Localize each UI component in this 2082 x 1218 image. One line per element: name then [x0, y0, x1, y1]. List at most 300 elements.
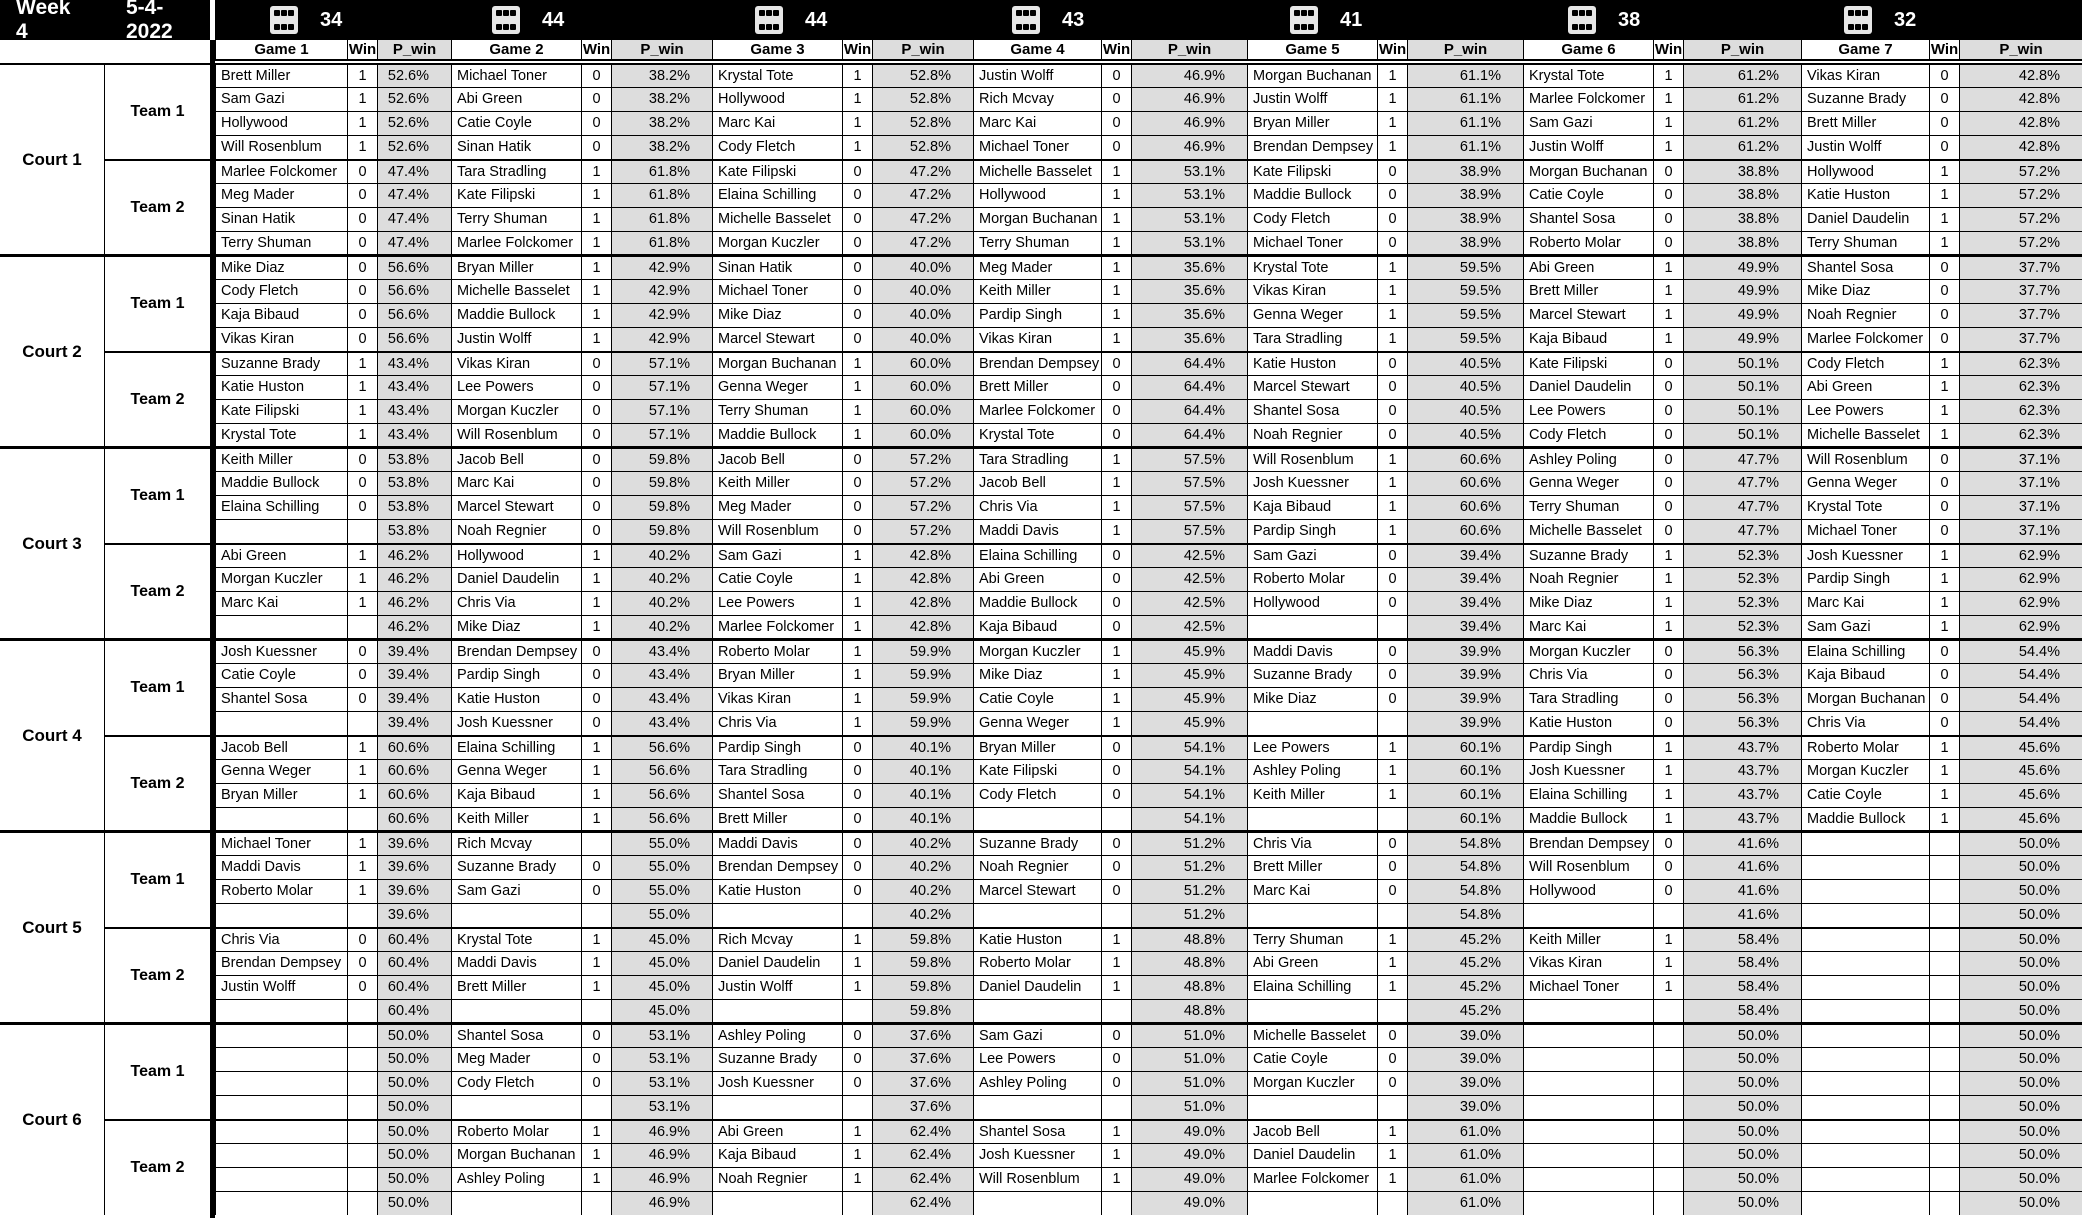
win-cell: 1 [581, 615, 611, 639]
player-name-cell: Maddie Bullock [1247, 183, 1377, 207]
win-cell: 1 [1377, 1167, 1407, 1191]
p-win-cell: 47.7% [1683, 495, 1801, 519]
player-name-cell [973, 999, 1101, 1023]
player-name-cell: Krystal Tote [215, 423, 347, 447]
team-label: Team 1 [104, 831, 210, 927]
player-name-cell: Ashley Poling [712, 1023, 842, 1047]
win-cell: 1 [1377, 255, 1407, 279]
win-cell: 1 [1101, 663, 1131, 687]
p-win-cell: 52.3% [1683, 567, 1801, 591]
p-win-cell: 59.8% [872, 927, 973, 951]
player-name-cell [215, 1119, 347, 1143]
p-win-cell: 52.8% [872, 87, 973, 111]
p-win-cell: 62.3% [1959, 375, 2082, 399]
win-cell: 0 [1377, 183, 1407, 207]
win-cell [1653, 1143, 1683, 1167]
win-cell [347, 1023, 377, 1047]
win-cell: 1 [1377, 135, 1407, 159]
p-win-cell: 59.9% [872, 711, 973, 735]
win-cell [581, 1191, 611, 1215]
p-win-cell: 41.6% [1683, 831, 1801, 855]
win-cell: 1 [1377, 783, 1407, 807]
score-block [492, 0, 564, 40]
player-name-cell [1801, 951, 1929, 975]
player-name-cell: Morgan Buchanan [451, 1143, 581, 1167]
p-win-cell: 43.7% [1683, 783, 1801, 807]
win-cell: 0 [581, 399, 611, 423]
p-win-cell: 40.0% [872, 303, 973, 327]
win-cell: 1 [1101, 1119, 1131, 1143]
win-cell: 0 [347, 951, 377, 975]
player-name-cell: Michael Toner [215, 831, 347, 855]
win-cell [1653, 1119, 1683, 1143]
p-win-cell: 60.0% [872, 423, 973, 447]
p-win-cell: 59.5% [1407, 303, 1523, 327]
player-name-cell: Hollywood [1247, 591, 1377, 615]
win-cell: 1 [842, 423, 872, 447]
win-header: Win [347, 40, 377, 61]
player-name-cell: Cody Fletch [451, 1071, 581, 1095]
dice-icon [270, 6, 298, 34]
win-cell: 1 [1101, 519, 1131, 543]
win-cell: 0 [1101, 855, 1131, 879]
win-cell: 0 [1653, 495, 1683, 519]
p-win-cell: 41.6% [1683, 879, 1801, 903]
p-win-cell: 47.4% [377, 183, 451, 207]
win-cell: 0 [581, 639, 611, 663]
player-name-cell: Hollywood [1523, 879, 1653, 903]
player-name-cell: Hollywood [1801, 159, 1929, 183]
win-cell: 0 [1101, 135, 1131, 159]
win-cell: 0 [1929, 111, 1959, 135]
player-name-cell: Daniel Daudelin [712, 951, 842, 975]
player-name-cell: Keith Miller [712, 471, 842, 495]
win-cell [347, 1095, 377, 1119]
player-name-cell: Tara Stradling [1523, 687, 1653, 711]
player-name-cell: Catie Coyle [1247, 1047, 1377, 1071]
win-header: Win [842, 40, 872, 61]
player-name-cell: Abi Green [215, 543, 347, 567]
win-cell: 1 [581, 543, 611, 567]
p-win-cell: 45.2% [1407, 951, 1523, 975]
win-cell: 0 [1653, 663, 1683, 687]
win-cell: 1 [347, 543, 377, 567]
player-name-cell: Noah Regnier [451, 519, 581, 543]
win-cell [1929, 903, 1959, 927]
p-win-cell: 62.3% [1959, 351, 2082, 375]
p-win-cell: 61.8% [611, 183, 712, 207]
win-cell: 0 [1101, 111, 1131, 135]
player-name-cell: Pardip Singh [1801, 567, 1929, 591]
p-win-cell: 39.4% [1407, 567, 1523, 591]
player-name-cell: Marlee Folckomer [215, 159, 347, 183]
win-cell: 0 [581, 687, 611, 711]
win-cell: 0 [1929, 63, 1959, 87]
player-name-cell: Kaja Bibaud [1523, 327, 1653, 351]
p-win-cell: 49.0% [1131, 1167, 1247, 1191]
win-cell: 0 [1929, 495, 1959, 519]
team-label: Team 1 [104, 447, 210, 543]
win-cell [1929, 951, 1959, 975]
p-win-cell: 38.2% [611, 135, 712, 159]
p-win-cell: 50.1% [1683, 351, 1801, 375]
win-cell: 0 [347, 183, 377, 207]
p-win-cell: 56.6% [611, 735, 712, 759]
player-name-cell [1801, 855, 1929, 879]
player-name-cell: Keith Miller [215, 447, 347, 471]
win-cell [347, 1071, 377, 1095]
player-name-cell: Morgan Buchanan [973, 207, 1101, 231]
win-cell [842, 903, 872, 927]
p-win-cell: 43.4% [611, 663, 712, 687]
p-win-cell: 39.9% [1407, 711, 1523, 735]
p-win-cell: 39.6% [377, 831, 451, 855]
win-cell: 1 [1929, 351, 1959, 375]
win-cell [1377, 807, 1407, 831]
p-win-cell: 43.7% [1683, 735, 1801, 759]
player-name-cell: Mike Diaz [451, 615, 581, 639]
win-cell [347, 1167, 377, 1191]
game-header: Game 6 [1523, 40, 1653, 61]
player-name-cell: Hollywood [451, 543, 581, 567]
player-name-cell [1801, 1191, 1929, 1215]
player-name-cell [1801, 1119, 1929, 1143]
win-cell: 1 [581, 1167, 611, 1191]
win-cell [1101, 1095, 1131, 1119]
p-win-cell: 42.8% [872, 591, 973, 615]
p-win-cell: 37.7% [1959, 327, 2082, 351]
player-name-cell: Keith Miller [973, 279, 1101, 303]
player-name-cell: Terry Shuman [215, 231, 347, 255]
win-cell: 0 [842, 495, 872, 519]
p-win-cell: 62.9% [1959, 591, 2082, 615]
player-name-cell: Marc Kai [712, 111, 842, 135]
win-cell [842, 999, 872, 1023]
win-cell: 1 [1929, 615, 1959, 639]
player-name-cell [712, 903, 842, 927]
win-cell: 1 [842, 1119, 872, 1143]
win-cell: 1 [347, 375, 377, 399]
win-cell: 0 [1377, 207, 1407, 231]
player-name-cell [1801, 1167, 1929, 1191]
win-cell: 0 [842, 207, 872, 231]
p-win-cell: 43.4% [377, 351, 451, 375]
win-cell [581, 999, 611, 1023]
p-win-cell: 45.9% [1131, 687, 1247, 711]
p-win-cell: 54.4% [1959, 639, 2082, 663]
player-name-cell: Terry Shuman [1523, 495, 1653, 519]
win-cell: 0 [1377, 567, 1407, 591]
p-win-cell: 50.0% [377, 1071, 451, 1095]
win-cell: 1 [842, 591, 872, 615]
p-win-cell: 50.0% [377, 1167, 451, 1191]
player-name-cell: Brendan Dempsey [1247, 135, 1377, 159]
win-cell: 0 [1653, 447, 1683, 471]
week-label: Week 4 [16, 0, 71, 43]
player-name-cell: Genna Weger [973, 711, 1101, 735]
player-name-cell: Josh Kuessner [215, 639, 347, 663]
win-cell: 0 [1377, 231, 1407, 255]
win-cell: 1 [842, 711, 872, 735]
win-cell [347, 615, 377, 639]
p-win-cell: 47.2% [872, 207, 973, 231]
win-cell: 0 [1653, 351, 1683, 375]
win-cell: 0 [1101, 567, 1131, 591]
win-cell: 0 [581, 471, 611, 495]
p-win-cell: 61.8% [611, 159, 712, 183]
player-name-cell [1247, 1095, 1377, 1119]
win-cell: 1 [1653, 255, 1683, 279]
win-cell [1377, 615, 1407, 639]
p-win-cell: 47.4% [377, 159, 451, 183]
win-cell: 1 [842, 687, 872, 711]
player-name-cell: Marlee Folckomer [1801, 327, 1929, 351]
win-cell: 1 [1653, 111, 1683, 135]
p-win-cell: 59.8% [611, 447, 712, 471]
win-cell: 0 [347, 447, 377, 471]
p-win-cell: 64.4% [1131, 375, 1247, 399]
player-name-cell: Sam Gazi [973, 1023, 1101, 1047]
p-win-cell: 57.5% [1131, 519, 1247, 543]
win-cell: 1 [1377, 1119, 1407, 1143]
player-name-cell [1801, 999, 1929, 1023]
game-header: Game 2 [451, 40, 581, 61]
court-label: Court 1 [0, 63, 104, 255]
p-win-cell: 42.5% [1131, 567, 1247, 591]
p-win-cell: 50.0% [1683, 1071, 1801, 1095]
win-cell: 1 [581, 927, 611, 951]
win-cell: 1 [1929, 231, 1959, 255]
game-header: Game 1 [215, 40, 347, 61]
score-block [1012, 0, 1084, 40]
win-cell: 0 [1101, 543, 1131, 567]
p-win-cell: 51.0% [1131, 1047, 1247, 1071]
win-cell: 1 [1653, 927, 1683, 951]
p-win-cell: 37.6% [872, 1023, 973, 1047]
player-name-cell: Elaina Schilling [973, 543, 1101, 567]
player-name-cell: Lee Powers [1247, 735, 1377, 759]
player-name-cell: Pardip Singh [973, 303, 1101, 327]
p-win-cell: 61.8% [611, 207, 712, 231]
player-name-cell: Marlee Folckomer [451, 231, 581, 255]
p-win-cell: 55.0% [611, 903, 712, 927]
p-win-cell: 59.8% [611, 495, 712, 519]
p-win-cell: 40.2% [611, 615, 712, 639]
p-win-cell: 54.1% [1131, 759, 1247, 783]
player-name-cell: Maddi Davis [451, 951, 581, 975]
win-cell: 0 [1101, 1023, 1131, 1047]
p-win-cell: 35.6% [1131, 255, 1247, 279]
p-win-cell: 46.9% [1131, 135, 1247, 159]
p-win-cell: 51.0% [1131, 1095, 1247, 1119]
p-win-cell: 45.2% [1407, 975, 1523, 999]
p-win-cell: 51.2% [1131, 831, 1247, 855]
win-cell: 1 [842, 951, 872, 975]
win-cell: 1 [1101, 1167, 1131, 1191]
player-name-cell [1801, 1095, 1929, 1119]
player-name-cell: Daniel Daudelin [973, 975, 1101, 999]
p-win-cell: 50.0% [1959, 1023, 2082, 1047]
team-label: Team 2 [104, 735, 210, 831]
win-cell: 0 [347, 663, 377, 687]
player-name-cell: Maddi Davis [973, 519, 1101, 543]
p-win-cell: 60.4% [377, 927, 451, 951]
player-name-cell: Keith Miller [451, 807, 581, 831]
win-cell: 0 [842, 303, 872, 327]
win-cell: 0 [842, 159, 872, 183]
p-win-cell: 50.1% [1683, 375, 1801, 399]
win-cell: 1 [842, 543, 872, 567]
player-name-cell: Mike Diaz [712, 303, 842, 327]
win-cell: 1 [842, 567, 872, 591]
player-name-cell: Suzanne Brady [1523, 543, 1653, 567]
win-cell: 0 [1929, 135, 1959, 159]
player-name-cell [1523, 1047, 1653, 1071]
player-name-cell: Maddie Bullock [973, 591, 1101, 615]
p-win-cell: 45.6% [1959, 735, 2082, 759]
player-name-cell: Morgan Kuczler [1247, 1071, 1377, 1095]
p-win-cell: 43.4% [377, 423, 451, 447]
p-win-cell: 50.0% [1959, 1119, 2082, 1143]
player-name-cell: Krystal Tote [712, 63, 842, 87]
p-win-cell: 50.0% [377, 1143, 451, 1167]
win-cell: 1 [1653, 567, 1683, 591]
p-win-cell: 40.5% [1407, 423, 1523, 447]
win-cell: 1 [1101, 279, 1131, 303]
player-name-cell [1247, 1191, 1377, 1215]
win-cell [1929, 1047, 1959, 1071]
player-name-cell: Josh Kuessner [1801, 543, 1929, 567]
player-name-cell: Vikas Kiran [973, 327, 1101, 351]
player-name-cell: Jacob Bell [1247, 1119, 1377, 1143]
p-win-cell: 58.4% [1683, 975, 1801, 999]
win-cell: 0 [1929, 447, 1959, 471]
p-win-cell: 59.8% [611, 519, 712, 543]
win-cell: 1 [842, 375, 872, 399]
player-name-cell: Vikas Kiran [1523, 951, 1653, 975]
win-cell: 0 [1101, 831, 1131, 855]
win-cell: 0 [1377, 375, 1407, 399]
player-name-cell: Marcel Stewart [1247, 375, 1377, 399]
player-name-cell [1801, 879, 1929, 903]
p-win-cell: 38.8% [1683, 231, 1801, 255]
p-win-cell: 46.2% [377, 543, 451, 567]
p-win-cell: 54.1% [1131, 807, 1247, 831]
player-name-cell: Marlee Folckomer [712, 615, 842, 639]
win-cell: 0 [581, 855, 611, 879]
player-name-cell: Morgan Kuczler [973, 639, 1101, 663]
win-cell: 1 [347, 759, 377, 783]
win-cell: 1 [1377, 975, 1407, 999]
player-name-cell: Chris Via [1247, 831, 1377, 855]
player-name-cell: Meg Mader [451, 1047, 581, 1071]
win-cell: 0 [842, 471, 872, 495]
win-cell: 0 [1929, 687, 1959, 711]
p-win-cell: 39.9% [1407, 663, 1523, 687]
player-name-cell: Cody Fletch [712, 135, 842, 159]
p-win-cell: 39.0% [1407, 1095, 1523, 1119]
player-name-cell: Abi Green [1523, 255, 1653, 279]
player-name-cell: Brendan Dempsey [1523, 831, 1653, 855]
p-win-cell: 59.8% [872, 951, 973, 975]
player-name-cell: Sam Gazi [1247, 543, 1377, 567]
win-cell: 1 [1377, 303, 1407, 327]
player-name-cell: Meg Mader [712, 495, 842, 519]
player-name-cell: Keith Miller [1523, 927, 1653, 951]
p-win-cell: 42.5% [1131, 543, 1247, 567]
player-name-cell: Shantel Sosa [1801, 255, 1929, 279]
p-win-cell: 38.9% [1407, 159, 1523, 183]
player-name-cell: Ashley Poling [451, 1167, 581, 1191]
win-cell: 1 [1101, 687, 1131, 711]
player-name-cell [215, 903, 347, 927]
win-cell: 1 [1653, 135, 1683, 159]
game-header: Game 5 [1247, 40, 1377, 61]
p-win-cell: 48.8% [1131, 975, 1247, 999]
p-win-header: P_win [1683, 40, 1801, 61]
p-win-cell: 53.8% [377, 519, 451, 543]
p-win-cell: 39.4% [1407, 591, 1523, 615]
win-cell: 0 [581, 447, 611, 471]
p-win-cell: 45.9% [1131, 663, 1247, 687]
game-score: 34 [320, 8, 343, 31]
win-cell: 0 [1101, 879, 1131, 903]
player-name-cell: Roberto Molar [451, 1119, 581, 1143]
win-cell [1377, 999, 1407, 1023]
game-score: 41 [1340, 8, 1363, 31]
player-name-cell: Hollywood [215, 111, 347, 135]
p-win-cell: 55.0% [611, 879, 712, 903]
win-cell [1929, 1071, 1959, 1095]
player-name-cell: Catie Coyle [1801, 783, 1929, 807]
p-win-cell: 39.0% [1407, 1023, 1523, 1047]
p-win-header: P_win [1959, 40, 2082, 61]
player-name-cell: Catie Coyle [973, 687, 1101, 711]
win-cell: 0 [1377, 687, 1407, 711]
win-cell: 1 [581, 759, 611, 783]
player-name-cell: Josh Kuessner [1247, 471, 1377, 495]
win-cell: 0 [581, 1071, 611, 1095]
player-name-cell [215, 999, 347, 1023]
p-win-cell: 60.6% [1407, 447, 1523, 471]
player-name-cell: Sinan Hatik [215, 207, 347, 231]
win-cell: 0 [1929, 663, 1959, 687]
p-win-cell: 40.2% [611, 567, 712, 591]
p-win-cell: 45.6% [1959, 759, 2082, 783]
p-win-cell: 53.8% [377, 471, 451, 495]
win-cell: 1 [1653, 759, 1683, 783]
p-win-cell: 56.6% [611, 783, 712, 807]
player-name-cell: Will Rosenblum [973, 1167, 1101, 1191]
player-name-cell: Brett Miller [1247, 855, 1377, 879]
win-cell: 0 [1101, 1071, 1131, 1095]
win-cell: 1 [347, 135, 377, 159]
win-cell: 0 [842, 279, 872, 303]
player-name-cell: Noah Regnier [973, 855, 1101, 879]
player-name-cell: Morgan Kuczler [215, 567, 347, 591]
player-name-cell: Pardip Singh [451, 663, 581, 687]
win-cell: 1 [1653, 615, 1683, 639]
win-cell: 1 [842, 87, 872, 111]
player-name-cell: Cody Fletch [1801, 351, 1929, 375]
player-name-cell: Marc Kai [1247, 879, 1377, 903]
win-cell: 1 [1653, 783, 1683, 807]
win-cell: 1 [1653, 975, 1683, 999]
win-cell: 0 [842, 255, 872, 279]
player-name-cell: Maddie Bullock [712, 423, 842, 447]
win-cell: 0 [842, 1047, 872, 1071]
player-name-cell: Brett Miller [1523, 279, 1653, 303]
